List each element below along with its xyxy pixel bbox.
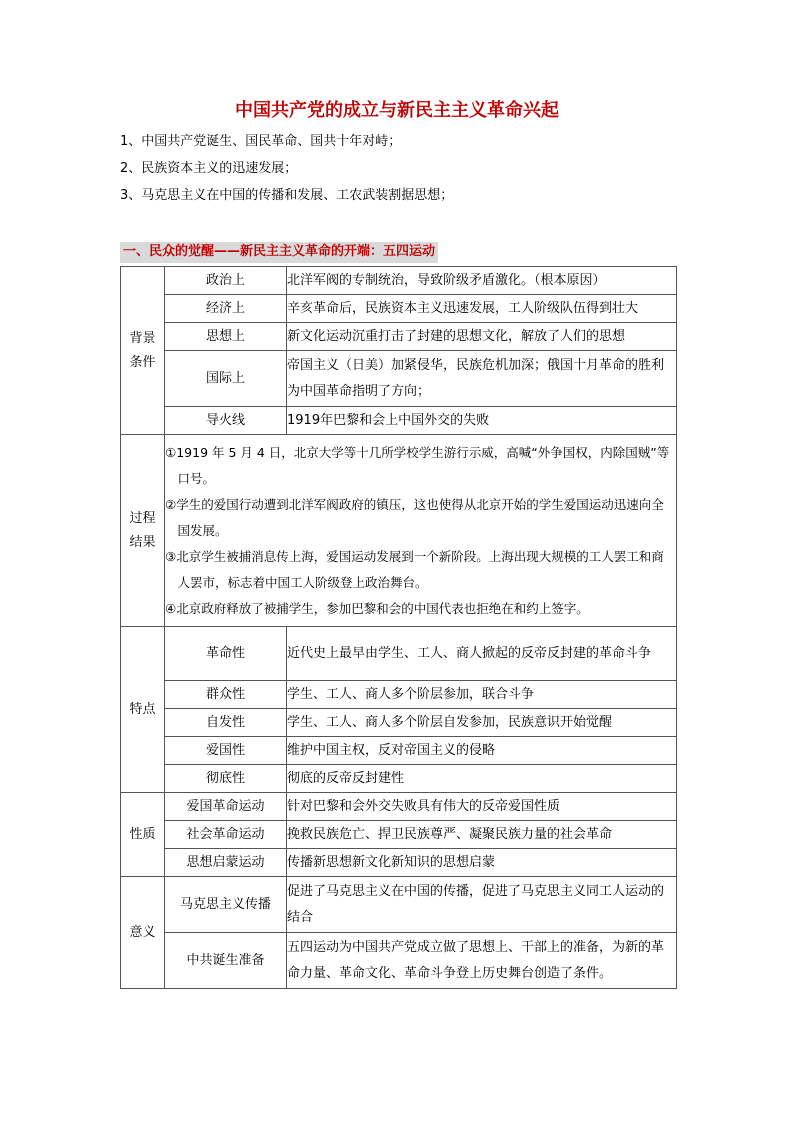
row-label: 思想启蒙运动 — [165, 849, 287, 877]
process-item-4: ④北京政府释放了被捕学生，参加巴黎和会的中国代表也拒绝在和约上签字。 — [165, 600, 589, 616]
row-text: 学生、工人、商人多个阶层参加，联合斗争 — [287, 681, 677, 709]
row-text: 传播新思想新文化新知识的思想启蒙 — [287, 849, 677, 877]
row-text: 学生、工人、商人多个阶层自发参加，民族意识开始觉醒 — [287, 709, 677, 737]
row-text: 近代史上最早由学生、工人、商人掀起的反帝反封建的革命斗争 — [287, 627, 677, 681]
topic-item-2: 2、民族资本主义的迅速发展； — [120, 161, 298, 176]
table-row — [121, 933, 677, 989]
row-text: 彻底的反帝反封建性 — [287, 765, 677, 793]
row-label: 彻底性 — [165, 765, 287, 793]
table-row — [121, 267, 677, 295]
topic-list — [120, 132, 453, 213]
table-row — [121, 877, 677, 933]
table-row — [121, 793, 677, 821]
group-label: 特点 — [129, 701, 156, 717]
group-nature — [121, 793, 165, 877]
group-background — [121, 267, 165, 435]
table-row — [121, 351, 677, 407]
row-label: 社会革命运动 — [165, 821, 287, 849]
page-title: 中国共产党的成立与新民主主义革命兴起 — [235, 100, 559, 121]
row-label: 思想上 — [165, 323, 287, 351]
row-text: 北洋军阀的专制统治，导致阶级矛盾激化。（根本原因） — [287, 267, 677, 295]
row-text: 五四运动为中国共产党成立做了思想上、干部上的准备，为新的革命力量、革命文化、革命斗争登上历史舞台创造了条件。 — [287, 933, 677, 989]
row-label: 马克思主义传播 — [165, 877, 287, 933]
group-process — [121, 435, 165, 627]
group-label: 性质 — [129, 826, 156, 842]
group-label: 背景条件 — [129, 330, 156, 370]
process-item-2: ②学生的爱国行动遭到北洋军阀政府的镇压，这也使得从北京开始的学生爱国运动迅速向全国发展。 — [165, 496, 664, 538]
table-row — [121, 435, 677, 627]
process-item-3: ③北京学生被捕消息传上海，爱国运动发展到一个新阶段。上海出现大规模的工人罢工和商人罢市，标志着中国工人阶级登上政治舞台。 — [165, 548, 664, 590]
summary-table — [120, 266, 677, 989]
table-row — [121, 765, 677, 793]
row-text: 1919年巴黎和会上中国外交的失败 — [287, 407, 677, 435]
section-heading: 一、民众的觉醒——新民主主义革命的开端：五四运动 — [120, 242, 438, 263]
row-text: 辛亥革命后，民族资本主义迅速发展，工人阶级队伍得到壮大 — [287, 295, 677, 323]
row-text: 挽救民族危亡、捍卫民族尊严、凝聚民族力量的社会革命 — [287, 821, 677, 849]
row-text: 帝国主义（日美）加紧侵华，民族危机加深；俄国十月革命的胜利为中国革命指明了方向； — [287, 351, 677, 407]
table-row — [121, 681, 677, 709]
row-text: 新文化运动沉重打击了封建的思想文化，解放了人们的思想 — [287, 323, 677, 351]
row-label: 导火线 — [165, 407, 287, 435]
row-label: 经济上 — [165, 295, 287, 323]
process-item-1: ①1919 年 5 月 4 日，北京大学等十几所学校学生游行示威，高喊“外争国权，内除国贼”等口号。 — [165, 444, 670, 486]
row-label: 爱国革命运动 — [165, 793, 287, 821]
table-row — [121, 849, 677, 877]
row-label: 中共诞生准备 — [165, 933, 287, 989]
group-label: 意义 — [129, 924, 156, 940]
process-list — [165, 435, 677, 627]
row-text: 促进了马克思主义在中国的传播，促进了马克思主义同工人运动的结合 — [287, 877, 677, 933]
row-label: 群众性 — [165, 681, 287, 709]
table-row — [121, 323, 677, 351]
table-row — [121, 407, 677, 435]
row-label: 革命性 — [165, 627, 287, 681]
table-row — [121, 295, 677, 323]
row-label: 国际上 — [165, 351, 287, 407]
row-text: 针对巴黎和会外交失败具有伟大的反帝爱国性质 — [287, 793, 677, 821]
table-row — [121, 737, 677, 765]
row-text: 维护中国主权，反对帝国主义的侵略 — [287, 737, 677, 765]
row-label: 政治上 — [165, 267, 287, 295]
row-label: 爱国性 — [165, 737, 287, 765]
topic-item-3: 3、马克思主义在中国的传播和发展、工农武装割据思想； — [120, 188, 454, 203]
group-label: 过程结果 — [129, 510, 156, 550]
group-significance — [121, 877, 165, 989]
table-row — [121, 821, 677, 849]
row-label: 自发性 — [165, 709, 287, 737]
table-row — [121, 709, 677, 737]
table-row — [121, 627, 677, 681]
topic-item-1: 1、中国共产党诞生、国民革命、国共十年对峙； — [120, 134, 402, 149]
group-features — [121, 627, 165, 793]
